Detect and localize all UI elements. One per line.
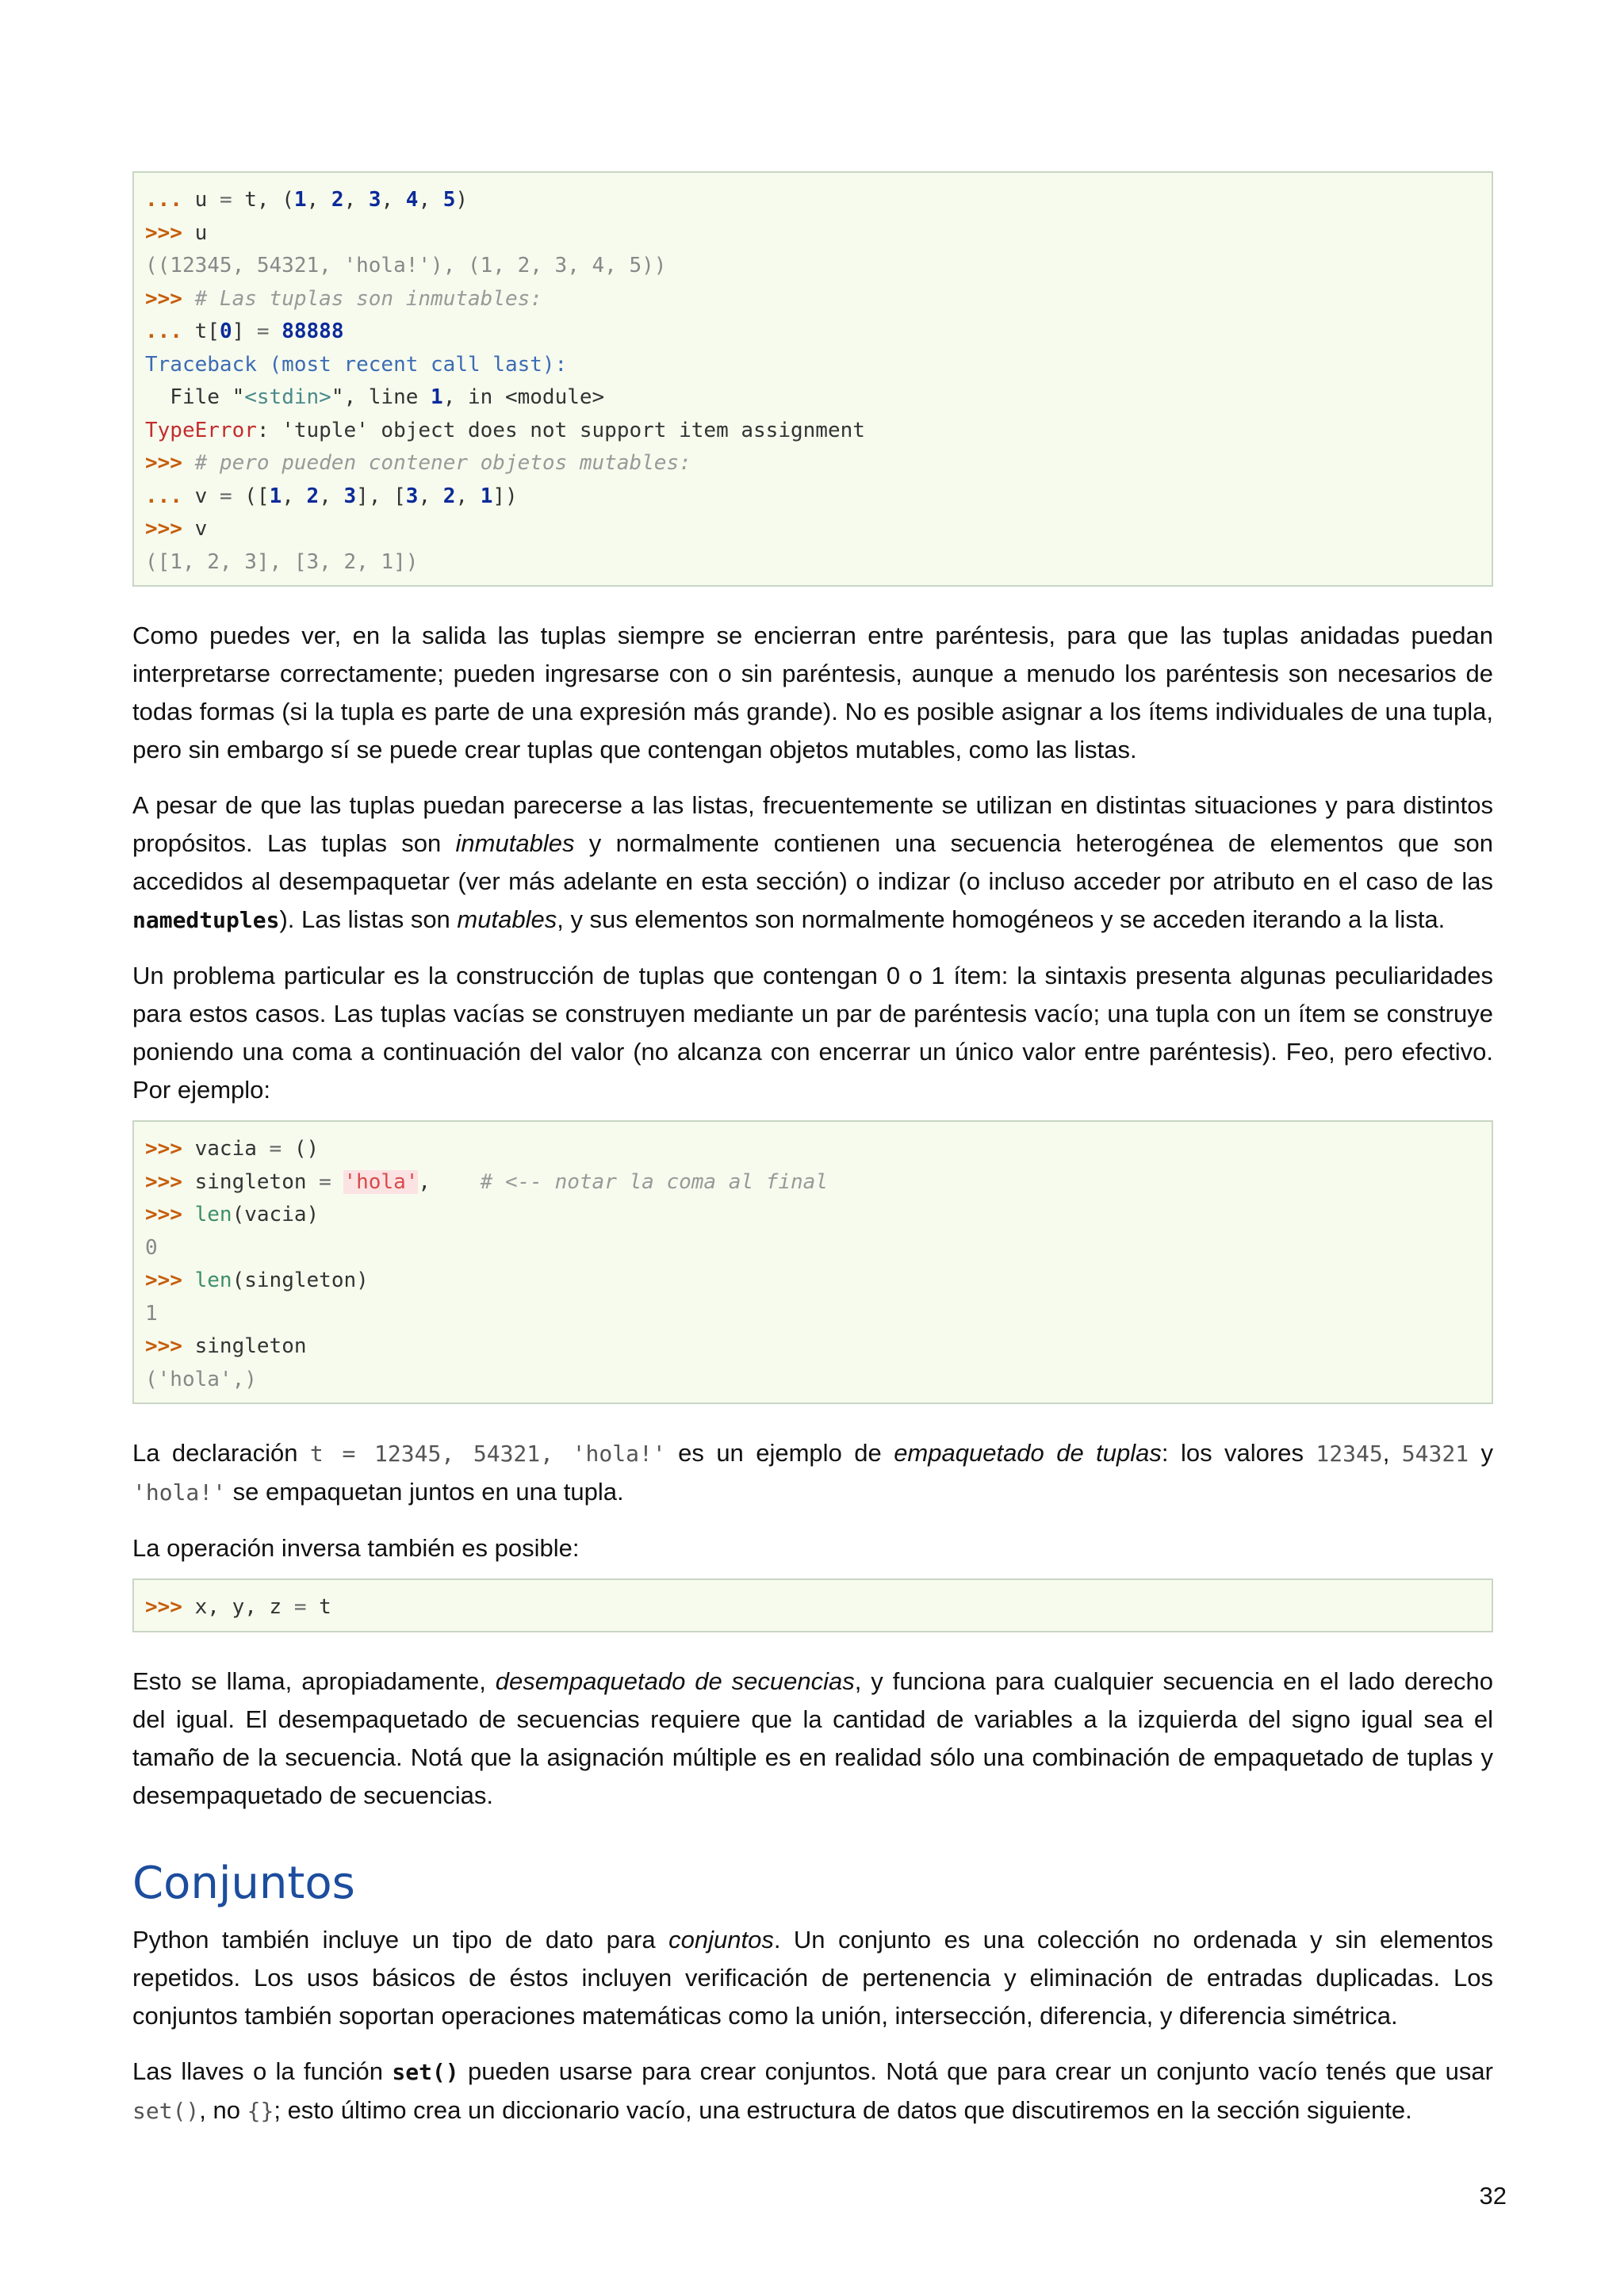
code-token: ([1, 2, 3], [3, 2, 1])	[145, 549, 419, 574]
code-token: # <-- notar la coma al final	[480, 1169, 828, 1194]
code-token	[331, 1170, 344, 1194]
code-token: ((12345, 54321, 'hola!'), (1, 2, 3, 4, 5))	[145, 254, 667, 277]
code-token: >>>	[145, 220, 182, 245]
code-token: 0	[145, 1235, 158, 1260]
code-token: 3	[405, 484, 419, 508]
code-token: ,	[455, 484, 481, 508]
emphasis: empaquetado de tuplas	[894, 1439, 1162, 1467]
code-line	[145, 283, 1480, 316]
code-token: ,	[418, 1169, 431, 1194]
code-token: ([	[232, 484, 270, 508]
code-token: , (	[256, 188, 294, 212]
paragraph-tuple-packing	[132, 1434, 1493, 1512]
code-token: ()	[282, 1137, 320, 1161]
code-line	[145, 1330, 1480, 1364]
code-token: ,	[319, 484, 344, 508]
code-token: 1	[480, 484, 493, 508]
inline-code: {}	[247, 2097, 274, 2124]
code-line	[145, 1265, 1480, 1298]
code-token: 1	[293, 188, 307, 212]
paragraph-set-creation	[132, 2053, 1493, 2130]
text-run: ; esto último crea un diccionario vacío, una estructura de datos que discutiremos en la sección siguiente.	[274, 2095, 1412, 2124]
text-run: , no	[199, 2095, 247, 2124]
code-block-tuples	[132, 171, 1493, 587]
code-token: >>>	[145, 1269, 182, 1292]
code-line	[145, 1298, 1480, 1331]
section-heading-conjuntos: Conjuntos	[132, 1857, 355, 1909]
code-token: ('hola',)	[145, 1367, 257, 1391]
text-run: , y sus elementos son normalmente homogéneos y se acceden iterando a la lista.	[557, 905, 1446, 933]
code-token	[182, 1203, 195, 1226]
code-token: v	[182, 484, 220, 508]
code-token: ]	[232, 320, 257, 343]
code-line	[145, 1133, 1480, 1166]
code-token: t	[306, 1595, 331, 1619]
code-token: singleton	[182, 1334, 307, 1358]
code-token: =	[293, 1595, 307, 1619]
code-line	[145, 1199, 1480, 1232]
inline-code-bold: set()	[392, 2058, 459, 2085]
text-run: es un ejemplo de	[665, 1439, 894, 1467]
code-token: Traceback (most recent call last):	[145, 352, 568, 377]
text-run: y normalmente contienen una secuencia heterogénea de elementos que son accedidos al desempaquetar (ver más adelante en esta sección) o indizar (o incluso acceder por atributo en el caso de las	[132, 829, 1493, 895]
paragraph-empty-singleton	[132, 957, 1493, 1109]
code-block-unpacking	[132, 1578, 1493, 1632]
code-token: <stdin>	[244, 385, 331, 409]
code-token: vacia	[182, 1137, 270, 1161]
page-content	[132, 171, 1493, 2130]
code-token: =	[219, 188, 232, 212]
code-line	[145, 316, 1480, 349]
text-run: Esto se llama, apropiadamente,	[132, 1667, 496, 1695]
code-token: File "	[145, 385, 245, 409]
code-token: len	[194, 1269, 232, 1292]
code-token: 2	[306, 484, 320, 508]
code-line	[145, 447, 1480, 480]
code-line	[145, 381, 1480, 415]
text-run: Un problema particular es la construcción de tuplas que contengan 0 o 1 ítem: la sintaxis presenta algunas peculiaridades para estos casos. Las tuplas vacías se construyen mediante un par de paréntesis vacío; una tupla con un ítem se construye poniendo una coma a continuación del valor (no alcanza con encerrar un único valor entre paréntesis). Feo, pero efectivo. Por ejemplo:	[132, 962, 1493, 1104]
inline-code: t = 12345, 54321, 'hola!'	[309, 1441, 666, 1467]
code-token: [	[207, 320, 220, 343]
paragraph-sequence-unpacking	[132, 1663, 1493, 1815]
paragraph-inverse-operation	[132, 1529, 1493, 1567]
code-token	[431, 1170, 481, 1194]
paragraph-tuples-vs-lists	[132, 786, 1493, 939]
text-run: La declaración	[132, 1439, 310, 1467]
code-token: ...	[145, 320, 182, 343]
text-run: se empaquetan juntos en una tupla.	[226, 1478, 624, 1506]
code-token: ,	[381, 188, 406, 212]
code-token: len	[194, 1203, 232, 1226]
emphasis: desempaquetado de secuencias	[495, 1667, 855, 1695]
code-line	[145, 546, 1480, 580]
code-token: x, y, z	[182, 1595, 294, 1619]
code-line	[145, 513, 1480, 546]
inline-code: 'hola!'	[132, 1479, 227, 1506]
code-token: >>>	[145, 286, 182, 311]
code-line	[145, 349, 1480, 382]
text-run: : los valores	[1161, 1439, 1316, 1467]
code-line	[145, 1166, 1480, 1200]
code-token: )	[455, 188, 469, 212]
code-token: , in <module>	[442, 385, 605, 409]
code-token: (singleton)	[232, 1269, 369, 1292]
inline-code: 12345	[1316, 1441, 1383, 1467]
paragraph-sets-intro	[132, 1921, 1493, 2035]
code-token: 88888	[282, 320, 344, 343]
text-run: y	[1469, 1439, 1494, 1467]
code-token: 3	[368, 188, 381, 212]
text-run: Las llaves o la función	[132, 2057, 393, 2085]
code-token: t	[182, 320, 208, 343]
code-line	[145, 1364, 1480, 1397]
inline-code: set()	[132, 2097, 200, 2124]
code-token: ], [	[356, 484, 406, 508]
code-token: =	[269, 1137, 282, 1161]
code-token: singleton	[182, 1169, 320, 1194]
code-token: >>>	[145, 517, 182, 541]
code-token: (vacia)	[232, 1203, 320, 1226]
code-token: >>>	[145, 1334, 182, 1358]
code-token: 1	[431, 385, 443, 409]
code-token: =	[219, 484, 232, 508]
code-line	[145, 1232, 1480, 1265]
code-token: 1	[145, 1301, 158, 1326]
code-token: : 'tuple' object does not support item assignment	[256, 418, 865, 442]
code-token: >>>	[145, 451, 182, 475]
code-token: ...	[145, 188, 182, 212]
code-token: 0	[219, 320, 232, 343]
code-token: =	[256, 320, 270, 343]
code-line	[145, 184, 1480, 217]
code-block-singleton	[132, 1120, 1493, 1404]
code-token: 'hola'	[343, 1169, 419, 1194]
text-run: pueden usarse para crear conjuntos. Notá que para crear un conjunto vacío tenés que usar	[458, 2057, 1493, 2085]
text-run: Como puedes ver, en la salida las tuplas siempre se encierran entre paréntesis, para que las tuplas anidadas puedan interpretarse correctamente; pueden ingresarse con o sin paréntesis, aunque a menudo los paréntesis son necesarios de todas formas (si la tupla es parte de una expresión más grande). No es posible asignar a los ítems individuales de una tupla, pero sin embargo sí se puede crear tuplas que contengan objetos mutables, como las listas.	[132, 622, 1493, 763]
code-token: # pero pueden contener objetos mutables:	[182, 451, 691, 475]
inline-code: 54321	[1401, 1441, 1469, 1467]
code-token: >>>	[145, 1595, 182, 1619]
code-token: TypeError	[145, 418, 257, 442]
code-token: ,	[306, 188, 331, 212]
code-token: >>>	[145, 1203, 182, 1226]
code-line	[145, 217, 1480, 251]
code-token: ])	[492, 484, 518, 508]
code-token: 1	[269, 484, 282, 508]
text-run: A pesar de que las tuplas puedan parecerse a las listas, frecuentemente se utilizan en distintas situaciones y para distintos propósitos. Las tuplas son	[132, 791, 1493, 857]
paragraph-tuple-output	[132, 617, 1493, 769]
code-token: >>>	[145, 1137, 182, 1161]
code-token: 4	[405, 188, 419, 212]
code-line	[145, 415, 1480, 448]
code-token: ,	[418, 484, 443, 508]
code-token: 2	[331, 188, 344, 212]
code-token: 5	[442, 188, 456, 212]
code-token: # Las tuplas son inmutables:	[182, 286, 542, 311]
emphasis: inmutables	[455, 829, 575, 857]
code-token: ", line	[331, 385, 431, 409]
code-token: =	[319, 1169, 331, 1194]
text-run: La operación inversa también es posible:	[132, 1534, 580, 1562]
code-line	[145, 250, 1480, 283]
code-token: ,	[282, 484, 307, 508]
text-run: ,	[1382, 1439, 1402, 1467]
emphasis: conjuntos	[668, 1925, 774, 1954]
code-token: ,	[418, 188, 443, 212]
code-token: >>>	[145, 1169, 182, 1194]
code-token: 2	[442, 484, 456, 508]
page-number: 32	[1479, 2182, 1507, 2210]
code-token: 3	[343, 484, 357, 508]
inline-code-bold: namedtuples	[132, 907, 280, 933]
code-token: ,	[343, 188, 369, 212]
text-run: , y funciona para cualquier secuencia en el lado derecho del igual. El desempaquetado de secuencias requiere que la cantidad de variables a la izquierda del signo igual sea el tamaño de la secuencia. Notá que la asignación múltiple es en realidad sólo una combinación de empaquetado de tuplas y desempaquetado de secuencias.	[132, 1667, 1493, 1809]
code-token: v	[182, 517, 208, 541]
text-run: ). Las listas son	[279, 905, 458, 933]
code-token	[270, 320, 282, 343]
code-token: u	[182, 188, 220, 212]
code-token	[182, 1269, 195, 1292]
text-run: Python también incluye un tipo de dato para	[132, 1925, 669, 1954]
code-token: u	[182, 220, 208, 245]
emphasis: mutables	[457, 905, 557, 933]
text-run: . Un conjunto es una colección no ordenada y sin elementos repetidos. Los usos básicos de éstos incluyen verificación de pertenencia y eliminación de entradas duplicadas. Los conjuntos también soportan operaciones matemáticas como la unión, intersección, diferencia, y diferencia simétrica.	[132, 1925, 1493, 2030]
code-line	[145, 1591, 1480, 1624]
code-token: ...	[145, 484, 182, 508]
code-line	[145, 480, 1480, 514]
code-token: t	[232, 188, 257, 212]
